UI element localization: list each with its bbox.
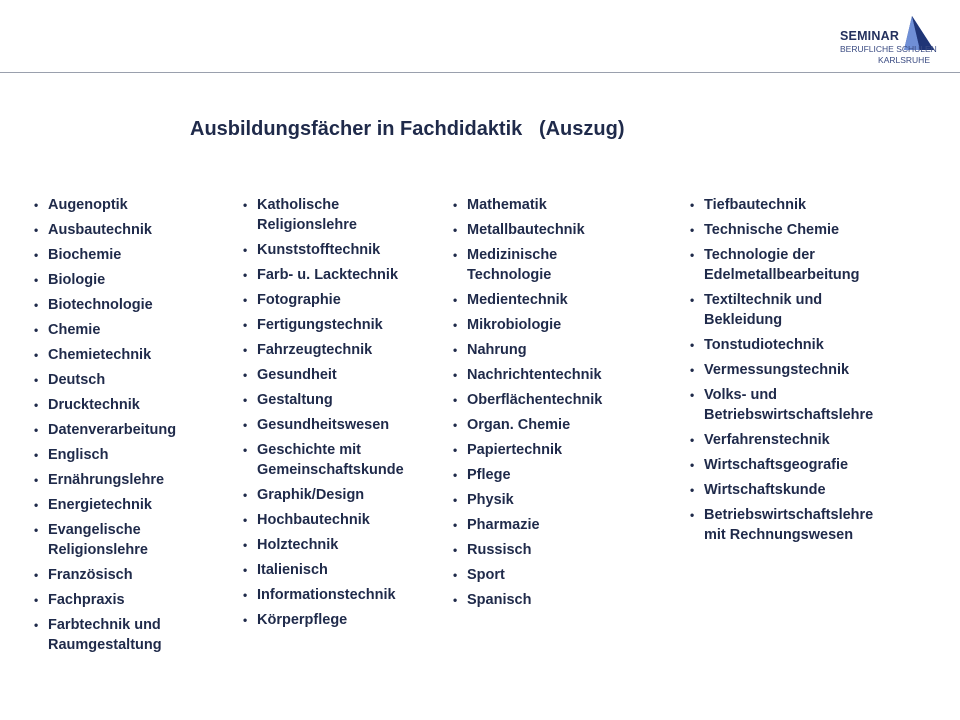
subject-item: • Physik — [453, 490, 673, 510]
page-title: Ausbildungsfächer in Fachdidaktik (Auszug) — [190, 118, 625, 140]
subject-item: • Wirtschaftsgeografie — [690, 455, 950, 475]
subject-item: • Mathematik — [453, 195, 673, 215]
subject-item: • Datenverarbeitung — [34, 420, 224, 440]
subject-item: • Fertigungstechnik — [243, 315, 443, 335]
subject-item: • Katholische Religionslehre — [243, 195, 443, 235]
subject-item: • Evangelische Religionslehre — [34, 520, 224, 560]
subject-item: • Drucktechnik — [34, 395, 224, 415]
subject-item: • Mikrobiologie — [453, 315, 673, 335]
subject-column-4 — [690, 195, 950, 550]
subject-item: • Spanisch — [453, 590, 673, 610]
subject-item: • Vermessungstechnik — [690, 360, 950, 380]
subject-item: • Französisch — [34, 565, 224, 585]
subject-item: • Oberflächentechnik — [453, 390, 673, 410]
subject-item: • Biotechnologie — [34, 295, 224, 315]
subject-item: • Technologie der Edelmetallbearbeitung — [690, 245, 950, 285]
subject-item: • Ernährungslehre — [34, 470, 224, 490]
header-divider — [0, 72, 960, 73]
subject-column-1 — [34, 195, 224, 660]
subject-item: • Deutsch — [34, 370, 224, 390]
subject-item: • Körperpflege — [243, 610, 443, 630]
logo-line-seminar: SEMINAR — [840, 29, 900, 43]
subject-item: • Russisch — [453, 540, 673, 560]
subject-item: • Nachrichtentechnik — [453, 365, 673, 385]
subject-item: • Farbtechnik und Raumgestaltung — [34, 615, 224, 655]
subject-item: • Biologie — [34, 270, 224, 290]
subject-item: • Chemietechnik — [34, 345, 224, 365]
subject-item: • Medientechnik — [453, 290, 673, 310]
subject-item: • Organ. Chemie — [453, 415, 673, 435]
subject-item: • Fachpraxis — [34, 590, 224, 610]
subject-item: • Holztechnik — [243, 535, 443, 555]
subject-item: • Englisch — [34, 445, 224, 465]
logo-line-berufliche-schulen: BERUFLICHE SCHULEN — [840, 44, 937, 54]
subject-item: • Technische Chemie — [690, 220, 950, 240]
subject-item: • Informationstechnik — [243, 585, 443, 605]
subject-item: • Volks- und Betriebswirtschaftslehre — [690, 385, 950, 425]
subject-item: • Tonstudiotechnik — [690, 335, 950, 355]
subject-list — [690, 195, 950, 545]
subject-item: • Fotographie — [243, 290, 443, 310]
subject-item: • Ausbautechnik — [34, 220, 224, 240]
subject-item: • Papiertechnik — [453, 440, 673, 460]
subject-item: • Biochemie — [34, 245, 224, 265]
subject-item: • Chemie — [34, 320, 224, 340]
subject-item: • Verfahrenstechnik — [690, 430, 950, 450]
subject-item: • Metallbautechnik — [453, 220, 673, 240]
subject-item: • Wirtschaftskunde — [690, 480, 950, 500]
subject-item: • Graphik/Design — [243, 485, 443, 505]
subject-item: • Kunststofftechnik — [243, 240, 443, 260]
subject-item: • Hochbautechnik — [243, 510, 443, 530]
subject-column-3 — [453, 195, 673, 615]
subject-item: • Fahrzeugtechnik — [243, 340, 443, 360]
subject-column-2 — [243, 195, 443, 635]
subject-item: • Pharmazie — [453, 515, 673, 535]
subject-item: • Tiefbautechnik — [690, 195, 950, 215]
subject-item: • Sport — [453, 565, 673, 585]
subject-item: • Nahrung — [453, 340, 673, 360]
subject-item: • Betriebswirtschaftslehre mit Rechnungswesen — [690, 505, 950, 545]
subject-item: • Energietechnik — [34, 495, 224, 515]
subject-item: • Augenoptik — [34, 195, 224, 215]
subject-item: • Italienisch — [243, 560, 443, 580]
subject-item: • Medizinische Technologie — [453, 245, 673, 285]
subject-item: • Pflege — [453, 465, 673, 485]
logo-line-karlsruhe: KARLSRUHE — [878, 55, 930, 65]
subject-list — [453, 195, 673, 610]
subject-item: • Gestaltung — [243, 390, 443, 410]
subject-list — [34, 195, 224, 655]
seminar-logo — [840, 14, 952, 66]
subject-list — [243, 195, 443, 630]
subject-item: • Gesundheitswesen — [243, 415, 443, 435]
subject-item: • Textiltechnik und Bekleidung — [690, 290, 950, 330]
subject-item: • Gesundheit — [243, 365, 443, 385]
subject-item: • Geschichte mit Gemeinschaftskunde — [243, 440, 443, 480]
subject-item: • Farb- u. Lacktechnik — [243, 265, 443, 285]
